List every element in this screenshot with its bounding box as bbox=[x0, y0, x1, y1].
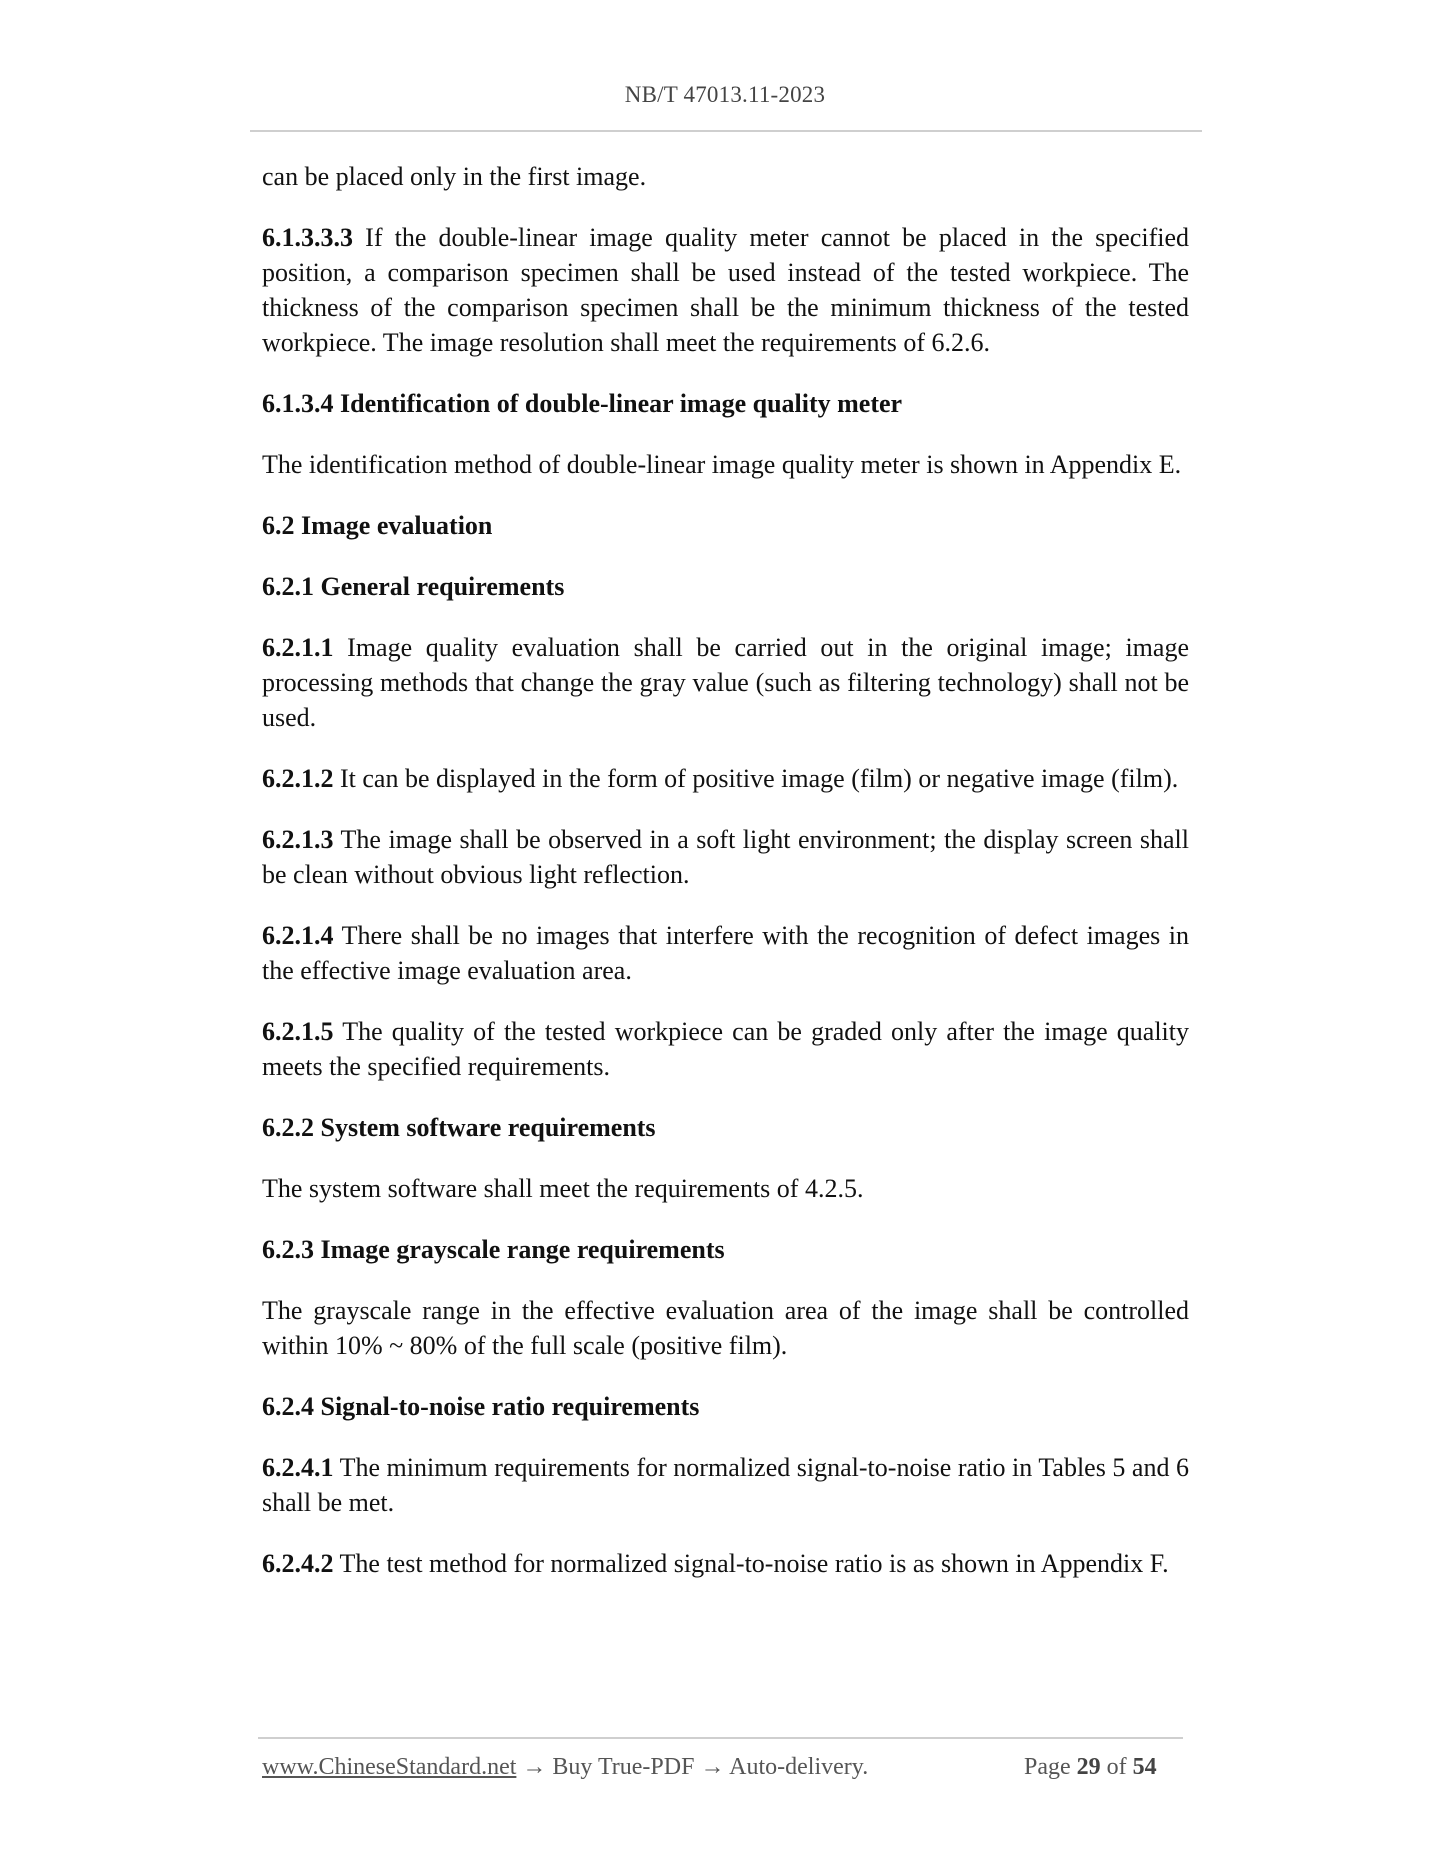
section-heading bbox=[262, 1110, 1189, 1145]
website-link[interactable]: www.ChineseStandard.net bbox=[262, 1754, 517, 1780]
heading-text: 6.2.3 Image grayscale range requirements bbox=[262, 1235, 725, 1264]
clause-6-2-4-1 bbox=[262, 1450, 1189, 1520]
page-label: Page bbox=[1024, 1754, 1071, 1780]
heading-text: 6.1.3.4 Identification of double-linear image quality meter bbox=[262, 389, 903, 418]
section-heading bbox=[262, 1389, 1189, 1424]
heading-text: 6.2 Image evaluation bbox=[262, 511, 493, 540]
clause-6-2-1-5 bbox=[262, 1014, 1189, 1084]
clause-number: 6.2.1.4 bbox=[262, 921, 334, 950]
arrow-right-icon: → bbox=[516, 1754, 553, 1780]
paragraph-text: The system software shall meet the requirements of 4.2.5. bbox=[262, 1174, 864, 1203]
paragraph bbox=[262, 447, 1189, 482]
clause-6-2-1-2 bbox=[262, 761, 1189, 796]
paragraph bbox=[262, 1293, 1189, 1363]
section-heading bbox=[262, 569, 1189, 604]
arrow-right-icon: → bbox=[694, 1754, 730, 1780]
document-body bbox=[262, 159, 1189, 1607]
clause-text: If the double-linear image quality meter cannot be placed in the specified position, a comparison specimen shall be used instead of the tested workpiece. The thickness of the comparison specimen shall be the minimum thickness of the tested workpiece. The image resolution shall meet the requirements of 6.2.6. bbox=[262, 223, 1189, 357]
clause-number: 6.2.4.2 bbox=[262, 1549, 334, 1578]
footer-divider bbox=[258, 1737, 1183, 1739]
paragraph bbox=[262, 1171, 1189, 1206]
clause-text: Image quality evaluation shall be carried out in the original image; image processing methods that change the gray value (such as filtering technology) shall not be used. bbox=[262, 633, 1189, 732]
clause-number: 6.1.3.3.3 bbox=[262, 223, 353, 252]
clause-text: The quality of the tested workpiece can be graded only after the image quality meets the specified requirements. bbox=[262, 1017, 1189, 1081]
document-id: NB/T 47013.11-2023 bbox=[624, 82, 826, 107]
section-heading bbox=[262, 508, 1189, 543]
paragraph-text: The identification method of double-linear image quality meter is shown in Appendix E. bbox=[262, 450, 1182, 479]
page-of-label: of bbox=[1106, 1754, 1127, 1780]
auto-delivery-text: Auto-delivery. bbox=[729, 1754, 869, 1780]
section-heading bbox=[262, 1232, 1189, 1267]
paragraph-text: The grayscale range in the effective evaluation area of the image shall be controlled within 10% ~ 80% of the full scale (positive film). bbox=[262, 1296, 1189, 1360]
clause-number: 6.2.4.1 bbox=[262, 1453, 334, 1482]
clause-number: 6.2.1.1 bbox=[262, 633, 334, 662]
paragraph-text: can be placed only in the first image. bbox=[262, 162, 647, 191]
heading-text: 6.2.1 General requirements bbox=[262, 572, 565, 601]
section-heading bbox=[262, 386, 1189, 421]
clause-text: It can be displayed in the form of positive image (film) or negative image (film). bbox=[333, 764, 1179, 793]
footer-links bbox=[262, 1754, 868, 1781]
buy-pdf-text: Buy True-PDF bbox=[552, 1754, 695, 1780]
clause-number: 6.2.1.2 bbox=[262, 764, 334, 793]
clause-text: The test method for normalized signal-to-noise ratio is as shown in Appendix F. bbox=[333, 1549, 1169, 1578]
clause-6-2-4-2 bbox=[262, 1546, 1189, 1581]
clause-6-1-3-3-3 bbox=[262, 220, 1189, 360]
clause-6-2-1-4 bbox=[262, 918, 1189, 988]
page-current: 29 bbox=[1076, 1754, 1101, 1780]
clause-6-2-1-1 bbox=[262, 630, 1189, 735]
clause-text: There shall be no images that interfere with the recognition of defect images in the effective image evaluation area. bbox=[262, 921, 1189, 985]
paragraph bbox=[262, 159, 1189, 194]
page-number bbox=[1024, 1754, 1157, 1781]
clause-text: The image shall be observed in a soft light environment; the display screen shall be clean without obvious light reflection. bbox=[262, 825, 1189, 889]
clause-number: 6.2.1.5 bbox=[262, 1017, 334, 1046]
clause-6-2-1-3 bbox=[262, 822, 1189, 892]
heading-text: 6.2.2 System software requirements bbox=[262, 1113, 656, 1142]
page-header bbox=[250, 82, 1200, 108]
header-divider bbox=[250, 130, 1202, 132]
page-total: 54 bbox=[1132, 1754, 1157, 1780]
clause-number: 6.2.1.3 bbox=[262, 825, 334, 854]
clause-text: The minimum requirements for normalized signal-to-noise ratio in Tables 5 and 6 shall be met. bbox=[262, 1453, 1189, 1517]
heading-text: 6.2.4 Signal-to-noise ratio requirements bbox=[262, 1392, 700, 1421]
